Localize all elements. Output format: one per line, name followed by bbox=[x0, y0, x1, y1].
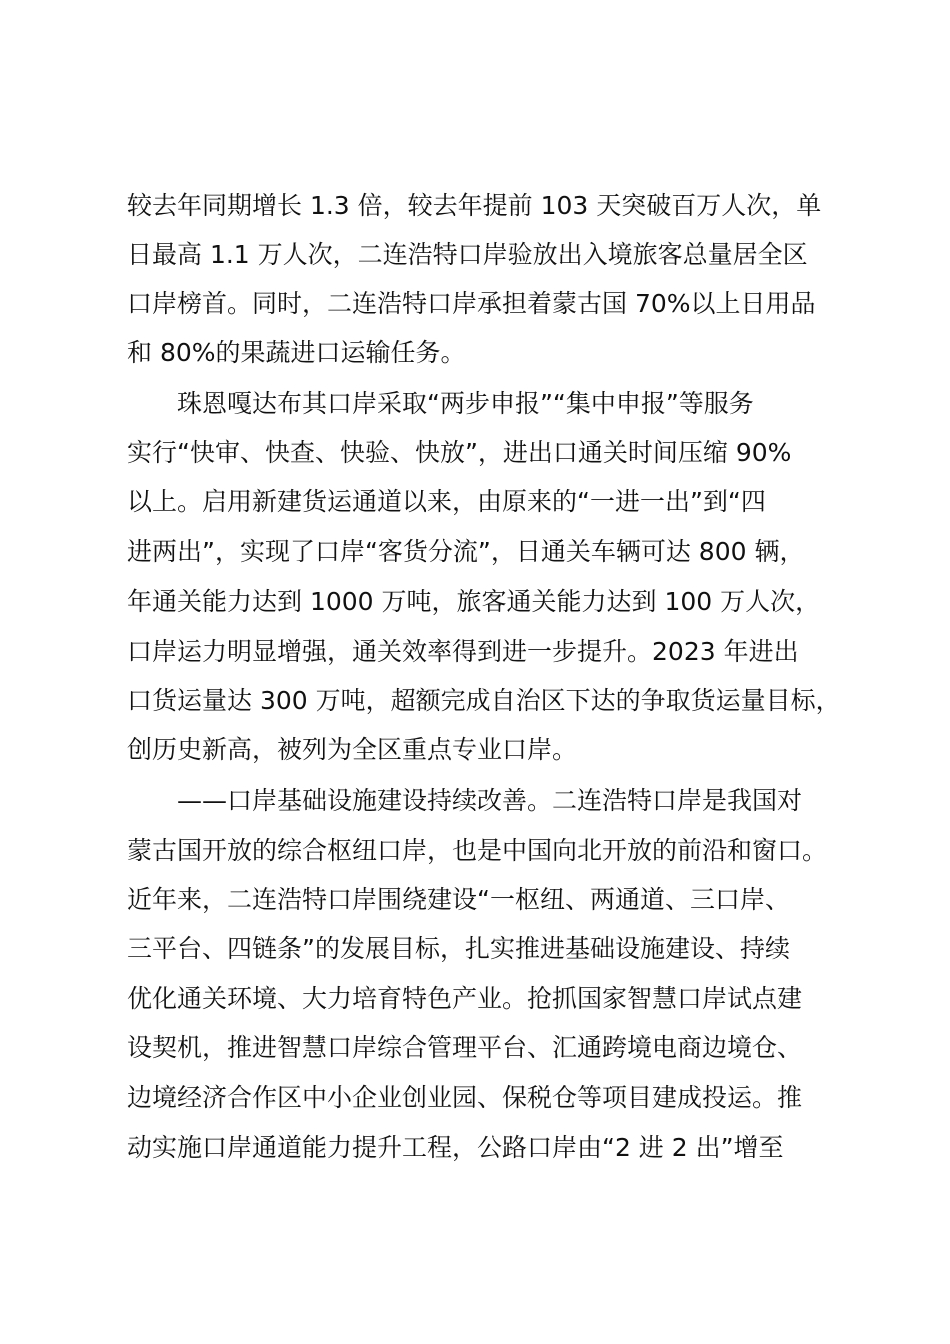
text-line: 口岸榜首。同时，二连浩特口岸承担着蒙古国 70%以上日用品 bbox=[127, 289, 816, 318]
text-line: 进两出”，实现了口岸“客货分流”，日通关车辆可达 800 辆， bbox=[127, 537, 805, 566]
text-line: 三平台、四链条”的发展目标，扎实推进基础设施建设、持续 bbox=[127, 934, 790, 963]
text-line: 年通关能力达到 1000 万吨，旅客通关能力达到 100 万人次， bbox=[127, 587, 821, 616]
text-line: 边境经济合作区中小企业创业园、保税仓等项目建成投运。推 bbox=[127, 1083, 803, 1112]
text-line: 以上。启用新建货运通道以来，由原来的“一进一出”到“四 bbox=[127, 487, 766, 516]
text-line: 创历史新高，被列为全区重点专业口岸。 bbox=[127, 735, 578, 764]
text-line: 口岸运力明显增强，通关效率得到进一步提升。2023 年进出 bbox=[127, 637, 799, 666]
text-line: 实行“快审、快查、快验、快放”，进出口通关时间压缩 90% bbox=[127, 438, 792, 467]
text-line: 和 80%的果蔬进口运输任务。 bbox=[127, 338, 466, 367]
text-line: 较去年同期增长 1.3 倍，较去年提前 103 天突破百万人次，单 bbox=[127, 191, 822, 220]
text-line: 珠恩嘎达布其口岸采取“两步申报”“集中申报”等服务 bbox=[127, 389, 754, 418]
text-line: 设契机，推进智慧口岸综合管理平台、汇通跨境电商边境仓、 bbox=[127, 1033, 803, 1062]
text-line: 口货运量达 300 万吨，超额完成自治区下达的争取货运量目标， bbox=[127, 686, 841, 715]
text-line: ——口岸基础设施建设持续改善。二连浩特口岸是我国对 bbox=[127, 786, 803, 815]
text-line: 日最高 1.1 万人次，二连浩特口岸验放出入境旅客总量居全区 bbox=[127, 240, 808, 269]
text-line: 近年来，二连浩特口岸围绕建设“一枢纽、两通道、三口岸、 bbox=[127, 885, 790, 914]
text-line: 优化通关环境、大力培育特色产业。抢抓国家智慧口岸试点建 bbox=[127, 984, 803, 1013]
text-line: 动实施口岸通道能力提升工程，公路口岸由“2 进 2 出”增至 bbox=[127, 1133, 784, 1162]
text-line: 蒙古国开放的综合枢纽口岸，也是中国向北开放的前沿和窗口。 bbox=[127, 836, 828, 865]
